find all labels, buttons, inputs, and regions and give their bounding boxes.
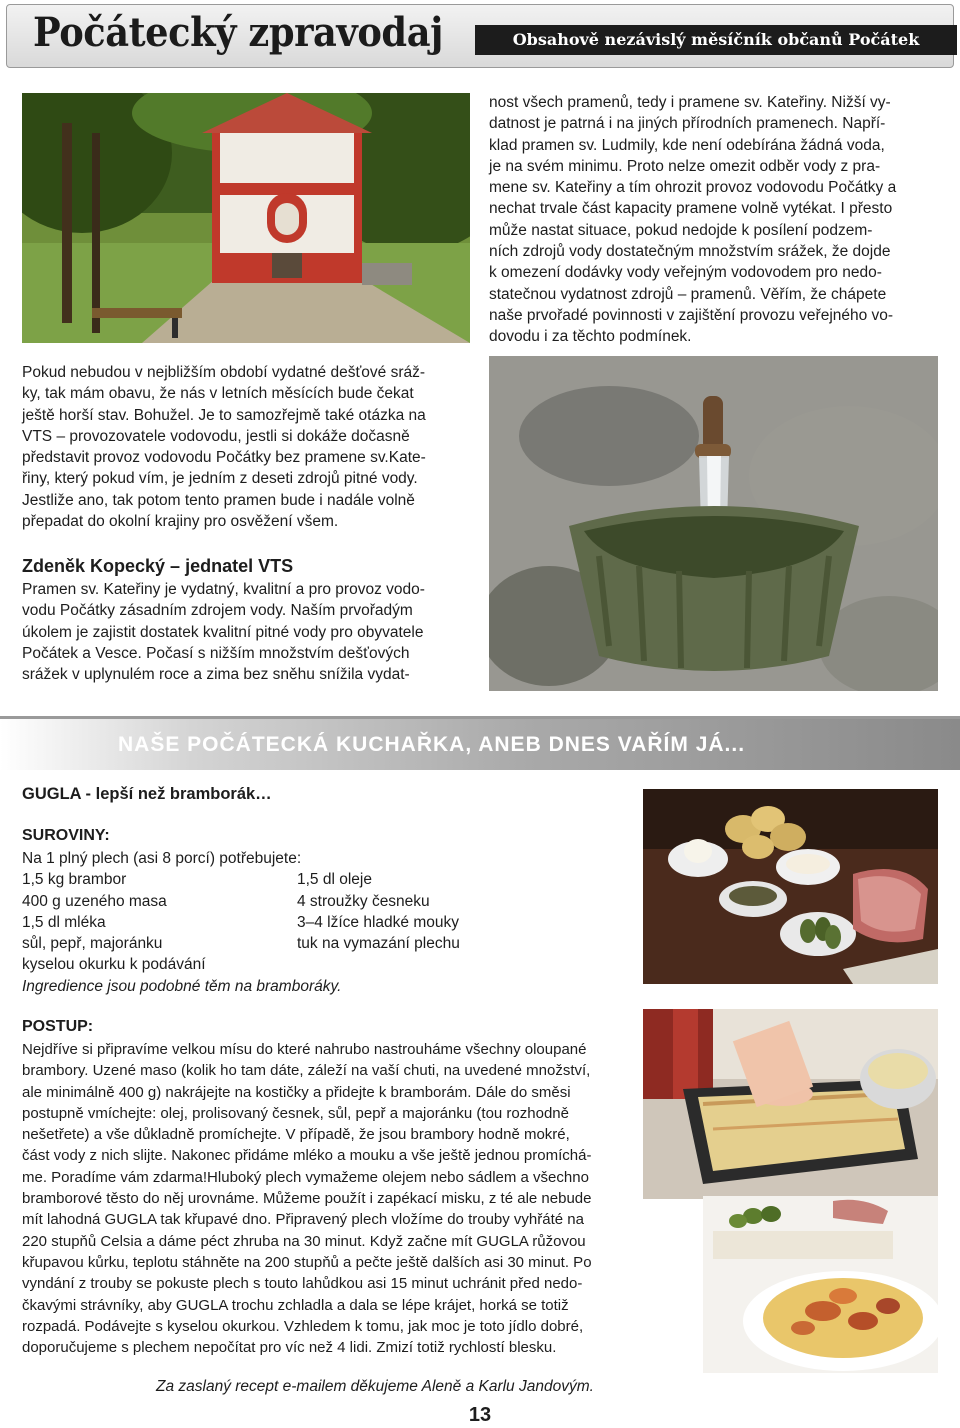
page-number: 13 (468, 1404, 492, 1426)
text-line: mít lahodná GUGLA tak křupavé dno. Připravený plech vložíme do trouby vyhřáté na (22, 1211, 584, 1229)
text-line: dovodu i za těchto podmínek. (489, 328, 692, 346)
text-line: ních zdrojů vody dostatečným množstvím srážek, že dojde (489, 243, 891, 261)
ingredient-item: tuk na vymazání plechu (297, 935, 460, 953)
banner-divider (0, 716, 960, 719)
text-line: Nejdříve si připravíme velkou mísu do které nahrubo nastrouháme všechny oloupané (22, 1041, 587, 1058)
text-line: Pokud nebudou v nejbližším období vydatné dešťové sráž- (22, 364, 426, 381)
ingredient-item: 400 g uzeného masa (22, 892, 167, 910)
ingredient-item: sůl, pepř, majoránku (22, 935, 163, 953)
preparation-photo (643, 1009, 938, 1199)
text-line: me. Poradíme vám zdarma!Hluboký plech vymažeme olejem nebo sádlem a všechno (22, 1168, 589, 1186)
ingredient-row (22, 954, 502, 975)
text-line: představit provoz vodovodu Počátky bez pramene sv.Kate- (22, 449, 426, 467)
text-line: bramborové těsto do něj urovnáme. Můžeme použít i zapékací misku, z té ale nebude (22, 1190, 592, 1208)
ingredient-row (22, 891, 502, 912)
ingredient-item: 4 stroužky česneku (297, 892, 430, 910)
ingredient-row (22, 869, 502, 890)
ingredient-item: 1,5 dl oleje (297, 871, 372, 889)
ingredients-list (22, 848, 502, 997)
text-line: VTS – provozovatele vodovodu, jestli si dokáže dočasně (22, 427, 410, 445)
finished-dish-photo (703, 1196, 938, 1373)
article-intro (22, 579, 470, 685)
ingredients-note: Ingredience jsou podobné těm na bramboráky. (22, 977, 342, 995)
text-line: nechat trvale část kapacity pramene volně vytékat. I přesto (489, 200, 893, 218)
text-line: ale minimálně 400 g) nakrájejte na kostičky a přidejte k bramborám. Dále do směsi (22, 1083, 571, 1101)
text-line: 220 stupňů Celsia a dáme péct zhruba na 30 minut. Když začne mít GUGLA růžovou (22, 1232, 586, 1250)
text-line: doporučujeme s plechem nepočítat pro víc než 4 lidi. Zmizí totiž rychlostí blesku. (22, 1339, 557, 1357)
text-line: rozpadá. Podávejte s kyselou okurkou. Vzhledem k tomu, jak moc je toto jídlo dobré, (22, 1317, 584, 1335)
text-line: čkavými strávníky, aby GUGLA trochu zchladla a dala se lépe krájet, horká se totiž (22, 1296, 569, 1314)
text-line: datnost je patrná i na jiných přírodních pramenech. Napří- (489, 115, 886, 133)
ingredient-item: 1,5 dl mléka (22, 913, 106, 931)
text-line: Pramen sv. Kateřiny je vydatný, kvalitní a pro provoz vodo- (22, 581, 425, 598)
text-line: může nastat situace, pokud nedojde k posílení podzem- (489, 221, 873, 239)
text-line: Jestliže ano, tak potom tento pramen bude i nadále volně (22, 491, 415, 509)
text-line: mene sv. Kateřiny a tím ohrozit provoz vodovodu Počátky a (489, 179, 897, 197)
ingredient-row (22, 933, 502, 954)
text-line: nost všech pramenů, tedy i pramene sv. Kateřiny. Nižší vy- (489, 94, 891, 111)
text-line: ky, tak mám obavu, že nás v letních měsících bude čekat (22, 385, 414, 403)
text-line: řiny, který pokud vím, je jedním z deseti zdrojů pitné vody. (22, 470, 418, 488)
text-line: postupně vmíchejte: olej, prolisovaný česnek, sůl, pepř a majoránku (tou rozhodně (22, 1104, 569, 1122)
text-line: přepadat do okolní krajiny pro osvěžení všem. (22, 513, 339, 531)
ingredient-item: 3–4 lžíce hladké mouky (297, 913, 459, 931)
text-line: Počátek a Vesce. Počasí s nižším množstvím dešťových (22, 644, 410, 662)
ingredients-photo (643, 789, 938, 984)
article-left-column (22, 362, 470, 532)
recipe-thanks: Za zaslaný recept e-mailem děkujeme Aleně a Karlu Jandovým. (156, 1378, 594, 1395)
text-line: křupavou kůrku, teplotu stáhněte na 200 stupňů a pečte ještě dalších asi 30 minut. Po (22, 1253, 592, 1271)
newsletter-title: Počátecký zpravodaj (33, 9, 443, 56)
text-line: vyndání z trouby se pokuste plech s touto lahůdkou asi 15 minut uchránit před nedo- (22, 1275, 583, 1293)
servings-line (22, 848, 502, 869)
page-header (6, 4, 954, 68)
ingredient-item: kyselou okurku k podávání (22, 956, 206, 974)
servings-text: Na 1 plný plech (asi 8 porcí) potřebujete: (22, 850, 302, 867)
text-line: úkolem je zajistit dostatek kvalitní pitné vody pro obyvatele (22, 623, 424, 641)
text-line: nešetřete) a vše důkladně promíchejte. V případě, že jsou brambory hodně mokré, (22, 1126, 570, 1144)
recipe-section-title: NAŠE POČÁTECKÁ KUCHAŘKA, ANEB DNES VAŘÍM JÁ... (118, 733, 746, 756)
author-heading: Zdeněk Kopecký – jednatel VTS (22, 556, 294, 576)
text-line: ještě horší stav. Bohužel. Je to samozřejmě také otázka na (22, 406, 426, 424)
text-line: statečnou vydatnost zdrojů – pramenů. Věřím, že chápete (489, 285, 887, 303)
ingredients-heading: SUROVINY: (22, 827, 110, 844)
text-line: je na svém minimu. Proto nelze omezit odběr vody z pra- (489, 157, 881, 175)
text-line: klad pramen sv. Ludmily, kde není odebírána žádná voda, (489, 136, 885, 154)
text-line: naše prvořadé povinnosti v zajištění provozu veřejného vo- (489, 306, 894, 324)
ingredient-item: 1,5 kg brambor (22, 871, 127, 889)
procedure-text (22, 1039, 627, 1358)
text-line: brambory. Uzené maso (kolik ho tam dáte, záleží na vaší chuti, na uvedené množství, (22, 1062, 591, 1080)
newsletter-subtitle: Obsahově nezávislý měsíčník občanů Počátek (475, 25, 957, 55)
article-right-column (489, 92, 939, 348)
text-line: srážek v uplynulém roce a zima bez sněhu snížila vydat- (22, 666, 410, 684)
recipe-title: GUGLA - lepší než bramborák… (22, 785, 272, 803)
text-line: vodu Počátky zásadním zdrojem vody. Naším prvořadým (22, 602, 413, 620)
spring-fountain-photo (489, 356, 938, 691)
text-line: část vody z nich slijte. Nakonec přidáme mléko a mouku a vše ještě jednou promíchá- (22, 1147, 592, 1165)
ingredient-row (22, 912, 502, 933)
chapel-photo (22, 93, 470, 343)
procedure-heading: POSTUP: (22, 1018, 94, 1035)
text-line: k omezení dodávky vody veřejným vodovodem pro nedo- (489, 264, 882, 282)
